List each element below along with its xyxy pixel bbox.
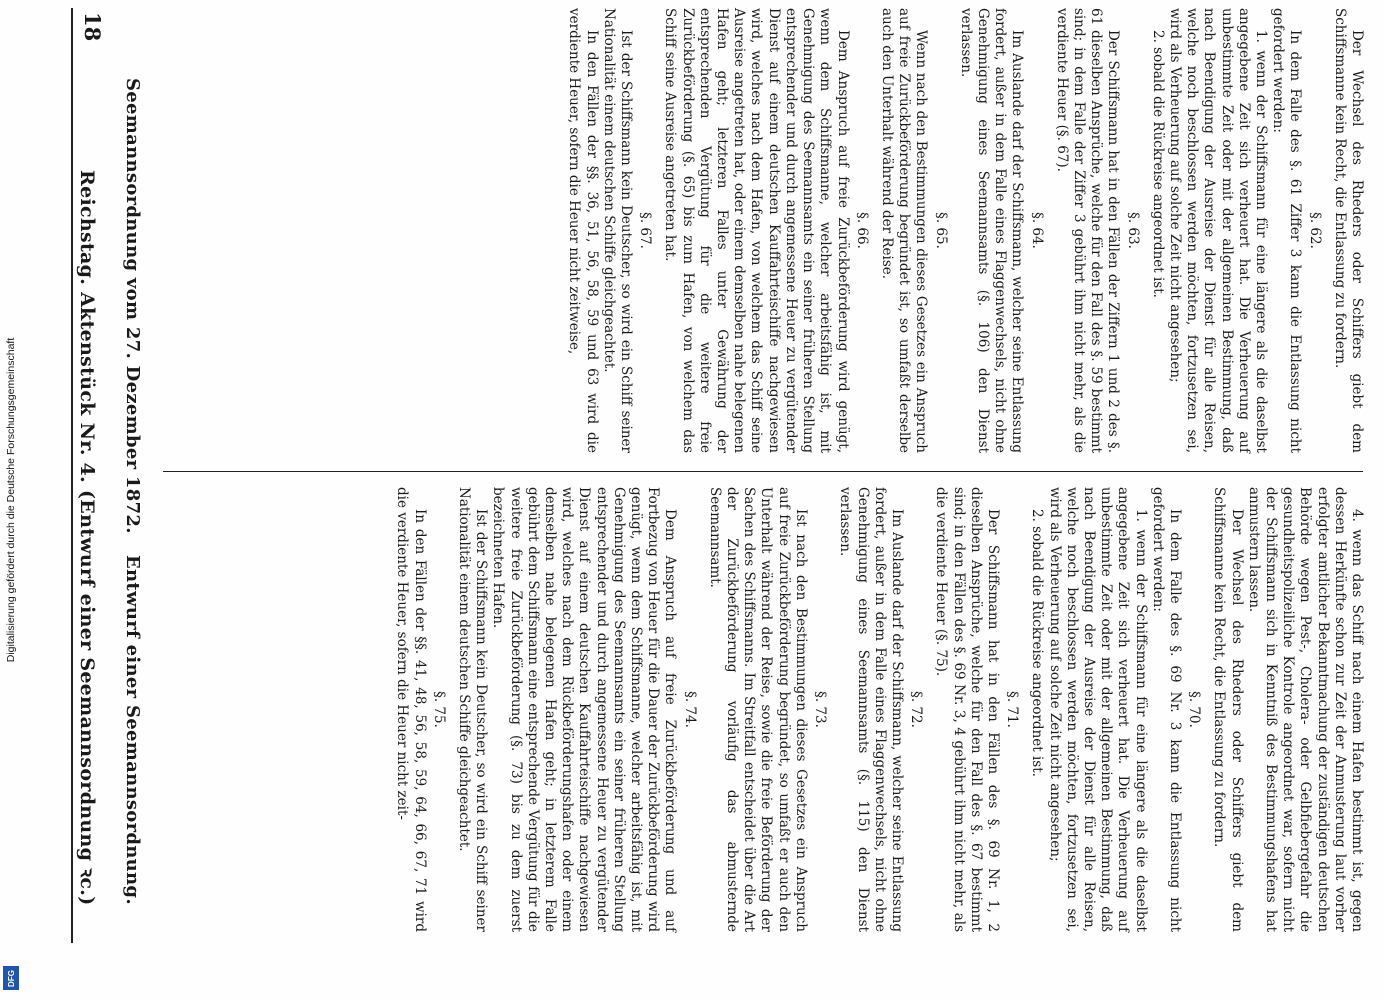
paragraph: Der Schiffsmann hat in den Fällen der Ziffern 1 und 2 des §. 61 dieselben Ansprüche, welche für den Fall des §. 59 bestimmt sind; in dem Falle der Ziffer 3 gebührt ihm nicht mehr, als die verdiente Heuer (§. 67). xyxy=(1053,8,1122,453)
paragraph: Im Auslande darf der Schiffsmann, welcher seine Entlassung fordert, außer in dem Falle eines Flaggenwechsels, nicht ohne Genehmigung eines Seemannsamts (§. 106) den Dienst verlassen. xyxy=(957,8,1026,453)
section-heading: §. 66. xyxy=(853,212,870,249)
paragraph: Dem Anspruch auf freie Zurückbeförderung und auf Fortbezug von Heuer für die Dauer der Zurückbeförderung wird genügt, wenn dem Schiffsmanne, welcher arbeitsfähig ist, mit Genehmigung des Seemannsamts ein seiner früheren Stellung entsprechender und durch angemessene Heuer zu vergütender Dienst auf einem deutschen Kauffahrteischiffe nachgewiesen wird, welches nach dem Rückbeförderungshafen oder einem demselben nahe belegenen Hafen geht; in letzterem Falle gebührt dem Schiffsmann eine entsprechende Vergütung für die weitere freie Zurückbeförderung (§. 73) bis zu dem zuerst bezeichneten Hafen. xyxy=(490,487,679,932)
funding-strip xyxy=(0,0,22,1000)
section-heading: §. 73. xyxy=(812,691,829,728)
section-heading: §. 75. xyxy=(430,691,447,728)
paragraph: Wenn nach den Bestimmungen dieses Gesetzes ein Anspruch auf freie Zurückbeförderung begründet ist, so umfaßt derselbe auch den Unterhalt während der Reise. xyxy=(878,8,930,453)
paragraph: Dem Anspruch auf freie Zurückbeförderung wird genügt, wenn dem Schiffsmanne, welcher arbeitsfähig ist, mit Genehmigung des Seemannsamts ein seiner früheren Stellung entsprechender und durch angemessene Heuer zu vergütender Dienst auf einem deutschen Kauffahrteischiffe nachgewiesen wird, welches nach dem Hafen, von welchem das Schiff seine Ausreise angetreten hat, oder einem demselben nahe belegenen Hafen geht; letzteren Falles unter Gewährung der entsprechenden Vergütung für die weitere freie Zurückbeförderung (§. 65) bis zum Hafen, von welchem das Schiff seine Ausreise angetreten hat. xyxy=(662,8,851,453)
section-heading: §. 65. xyxy=(932,212,949,249)
running-title: Reichstag. Aktenstück Nr. 4. (Entwurf einer Seemannsordnung ꝛc.) xyxy=(76,170,98,906)
paragraph: Der Wechsel des Rheders oder Schiffers giebt dem Schiffsmanne kein Recht, die Entlassung zu fordern. xyxy=(1211,487,1245,932)
list-item: 2. sobald die Rückreise angeordnet ist. xyxy=(1029,509,1046,777)
section-heading: §. 72. xyxy=(908,691,925,728)
left-column-title: Seemannsordnung vom 27. Dezember 1872. xyxy=(122,78,143,534)
paragraph: In dem Falle des §. 69 Nr. 3 kann die Entlassung nicht gefordert werden: xyxy=(1149,487,1183,932)
list-item: 1. wenn der Schiffsmann für eine längere als die daselbst angegebene Zeit sich verheuert hat. Die Verheuerung auf unbestimmte Zeit oder mit der allgemeinen Bestimmung, daß nach Beendigung der Ausreise der Dienst für alle Reisen, welche noch beschlossen werden möchten, fortzusetzen sei, wird als Verheuerung auf solche Zeit nicht angesehen; xyxy=(1166,8,1269,453)
header-rule xyxy=(71,8,73,943)
list-item: 4. wenn das Schiff nach einem Hafen bestimmt ist, gegen dessen Herkünfte schon zur Zeit der Anmusterung laut vorher erfolgter amtlicher Bekanntmachung der zuständigen deutschen Behörde wegen Pest-, Cholera- oder Gelbfiebergefahr die gesundheitspolizeiliche Kontrole angeordnet war, sofern nicht der Schiffsmann sich in Kenntniß des Bestimmungshafens hat anmustern lassen. xyxy=(1245,487,1365,932)
section-heading: §. 64. xyxy=(1028,212,1045,249)
funding-notice: Digitalisierung gefördert durch die Deutsche Forschungsgemeinschaft xyxy=(5,337,17,663)
section-heading: §. 63. xyxy=(1124,212,1141,249)
paragraph: In dem Falle des §. 61 Ziffer 3 kann die Entlassung nicht gefordert werden: xyxy=(1270,8,1304,453)
column-divider xyxy=(163,471,1363,472)
paragraph: Der Wechsel des Rheders oder Schiffers giebt dem Schiffsmanne kein Recht, die Entlassung zu fordern. xyxy=(1331,8,1365,453)
page-number: 18 xyxy=(80,12,105,42)
paragraph: Ist nach den Bestimmungen dieses Gesetzes ein Anspruch auf freie Zurückbeförderung begründet, so umfaßt er auch den Unterhalt während der Reise, sowie die freie Beförderung der Sachen des Schiffsmanns. Im Streitfall entscheidet über die Art der Zurückbeförderung vorläufig das abmusternde Seemannsamt. xyxy=(706,487,809,932)
section-heading: §. 74. xyxy=(681,691,698,728)
list-item: 2. sobald die Rückreise angeordnet ist. xyxy=(1149,30,1166,298)
paragraph: Ist der Schiffsmann kein Deutscher, so wird ein Schiff seiner Nationalität einem deutschen Schiffe gleichgeachtet. xyxy=(456,487,490,932)
paragraph: Ist der Schiffsmann kein Deutscher, so wird ein Schiff seiner Nationalität einem deutschen Schiffe gleichgeachtet. xyxy=(600,8,635,453)
section-heading: §. 70. xyxy=(1186,691,1203,728)
paragraph: In den Fällen der §§. 41, 48, 56, 58, 59, 64, 66, 67, 71 wird die verdiente Heuer, sofern die Heuer nicht zeit- xyxy=(394,487,428,932)
list-item: 1. wenn der Schiffsmann für eine längere als die daselbst angegebene Zeit sich verheuert hat. Die Verheuerung auf unbestimmte Zeit oder mit der allgemeinen Bestimmung, daß nach Beendigung der Ausreise der Dienst für alle Reisen, welche noch beschlossen werden möchten, fortzusetzen sei, wird als Verheuerung auf solche Zeit nicht angesehen; xyxy=(1046,487,1149,932)
paragraph: Der Schiffsmann hat in den Fällen des §. 69 Nr. 1, 2 dieselben Ansprüche, welche für den Fall des §. 67 bestimmt sind; in den Fällen des §. 69 Nr. 3, 4 gebührt ihm nicht mehr, als die verdiente Heuer (§. 75). xyxy=(933,487,1001,932)
dfg-logo-icon: DFG xyxy=(3,966,19,990)
section-heading: §. 71. xyxy=(1004,691,1021,728)
right-column-title: Entwurf einer Seemannsordnung. xyxy=(122,555,143,905)
right-column-text xyxy=(155,487,1365,932)
paragraph: In den Fällen der §§. 36, 51, 56, 58, 59 und 63 wird die verdiente Heuer, sofern die Heuer nicht zeitweise, xyxy=(566,8,600,453)
section-heading: §. 62. xyxy=(1306,212,1323,249)
left-column-text xyxy=(155,8,1365,453)
paragraph: Im Auslande darf der Schiffsmann, welcher seine Entlassung fordert, außer in dem Falle eines Flaggenwechsels, nicht ohne Genehmigung eines Seemannsamts (§. 115) den Dienst verlassen. xyxy=(837,487,905,932)
section-heading: §. 67. xyxy=(637,212,654,249)
